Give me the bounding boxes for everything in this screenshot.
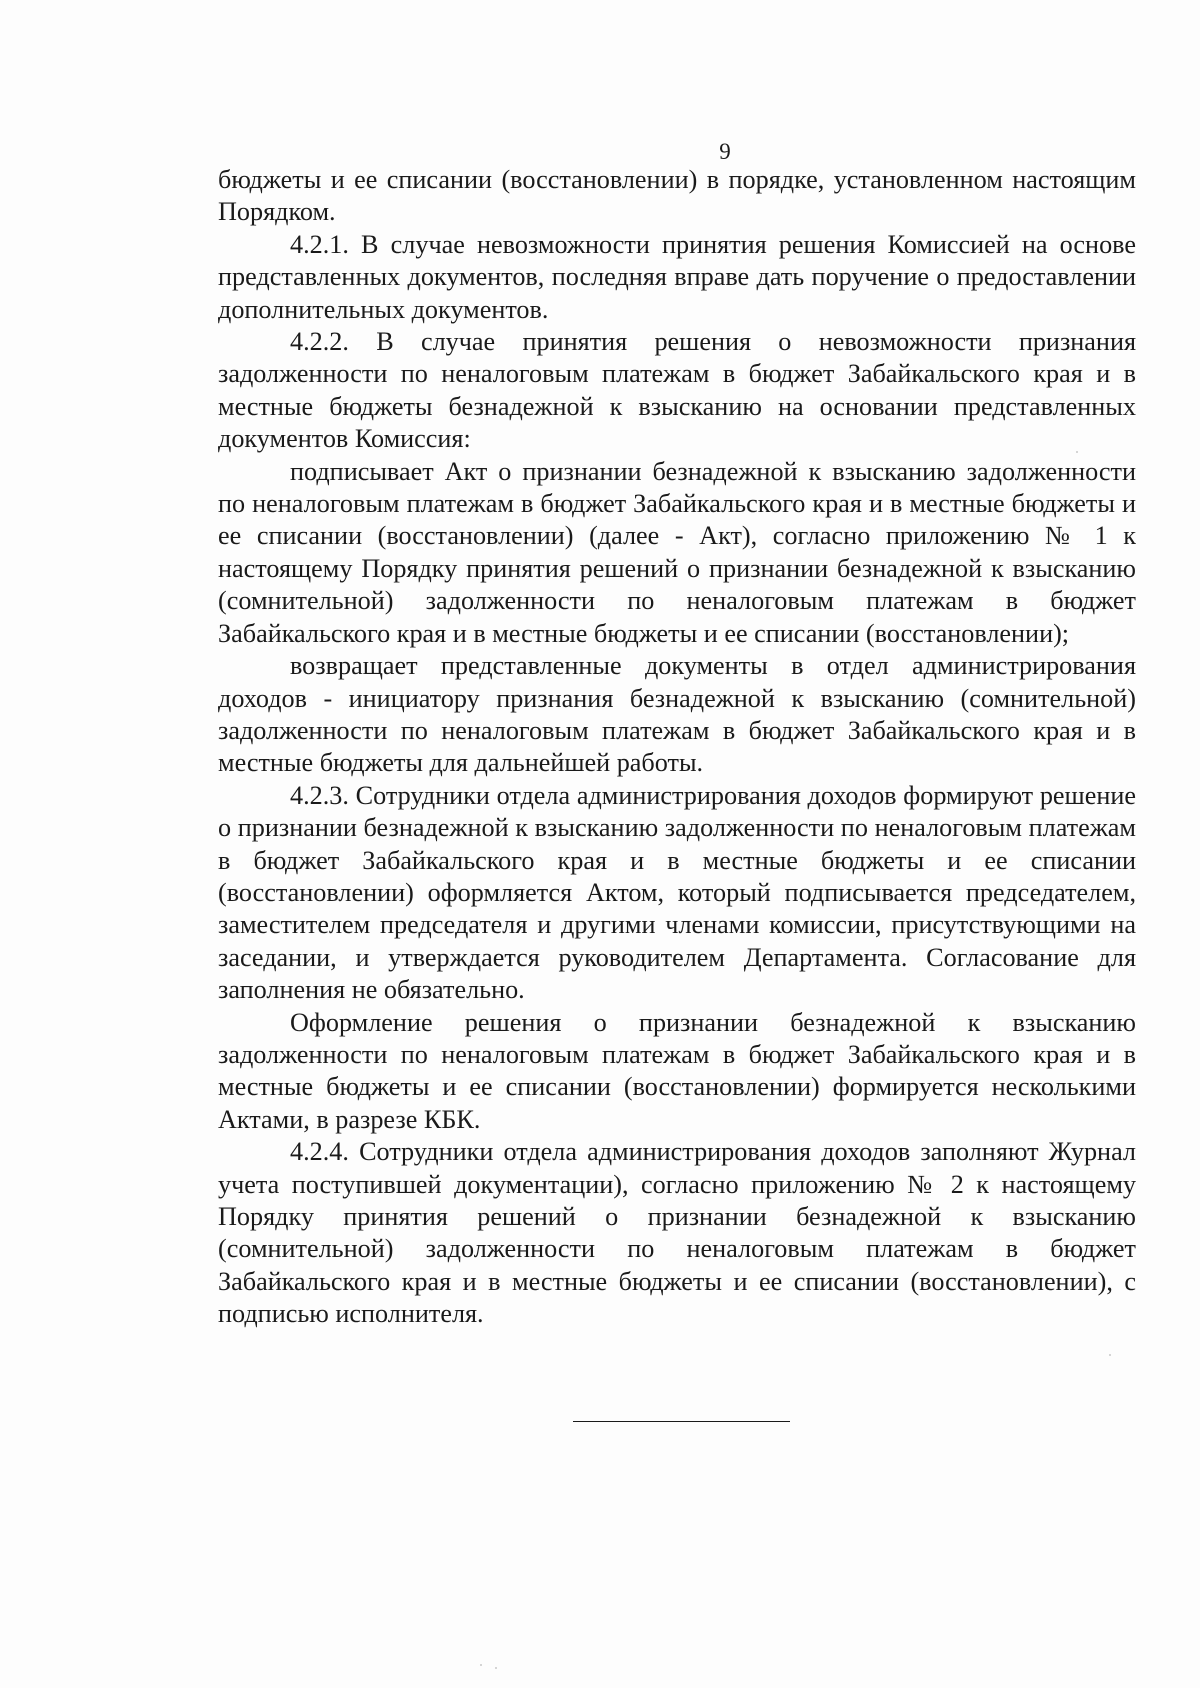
document-body [218, 164, 1136, 1331]
paragraph-4-2-2: 4.2.2. В случае принятия решения о невозможности признания задолженности по неналоговым платежам в бюджет Забайкальского края и в местные бюджеты безнадежной к взысканию на основании представленных документов Комиссия: [218, 327, 1136, 454]
paragraph-returns-documents: возвращает представленные документы в отдел администрирования доходов - инициатору признания безнадежной к взысканию (сомнительной) задолженности по неналоговым платежам в бюджет Забайкальского края и в местные бюджеты для дальнейшей работы. [218, 651, 1136, 778]
paragraph-4-2-3: 4.2.3. Сотрудники отдела администрирования доходов формируют решение о признании безнадежной к взысканию задолженности по неналоговым платежам в бюджет Забайкальского края и в местные бюджеты и ее списании (восстановлении) оформляется Актом, который подписывается председателем, заместителем председателя и другими членами комиссии, присутствующими на заседании, и утверждается руководителем Департамента. Согласование для заполнения не обязательно. [218, 780, 1136, 1005]
scan-speck [1109, 1354, 1111, 1356]
end-of-text-rule [573, 1421, 790, 1422]
scan-speck [1076, 451, 1078, 453]
paragraph-decision-formalization: Оформление решения о признании безнадежной к взысканию задолженности по неналоговым платежам в бюджет Забайкальского края и в местные бюджеты и ее списании (восстановлении) формируется несколькими Актами, в разрезе КБК. [218, 1007, 1136, 1134]
paragraph-4-2-4: 4.2.4. Сотрудники отдела администрирования доходов заполняют Журнал учета поступившей документации), согласно приложению № 2 к настоящему Порядку принятия решений о признании безнадежной к взысканию (сомнительной) задолженности по неналоговым платежам в бюджет Забайкальского края и в местные бюджеты и ее списании (восстановлении), с подписью исполнителя. [218, 1137, 1136, 1329]
scan-speck [480, 1664, 482, 1666]
scan-speck [495, 1667, 497, 1669]
paragraph-4-2-1: 4.2.1. В случае невозможности принятия решения Комиссией на основе представленных документов, последняя вправе дать поручение о предоставлении дополнительных документов. [218, 229, 1136, 324]
page-number: 9 [719, 139, 731, 164]
paragraph-continuation: бюджеты и ее списании (восстановлении) в порядке, установленном настоящим Порядком. [218, 165, 1136, 227]
paragraph-signs-act: подписывает Акт о признании безнадежной к взысканию задолженности по неналоговым платежам в бюджет Забайкальского края и в местные бюджеты и ее списании (восстановлении) (далее - Акт), согласно приложению № 1 к настоящему Порядку принятия решений о признании безнадежной к взысканию (сомнительной) задолженности по неналоговым платежам в бюджет Забайкальского края и в местные бюджеты и ее списании (восстановлении); [218, 456, 1136, 648]
